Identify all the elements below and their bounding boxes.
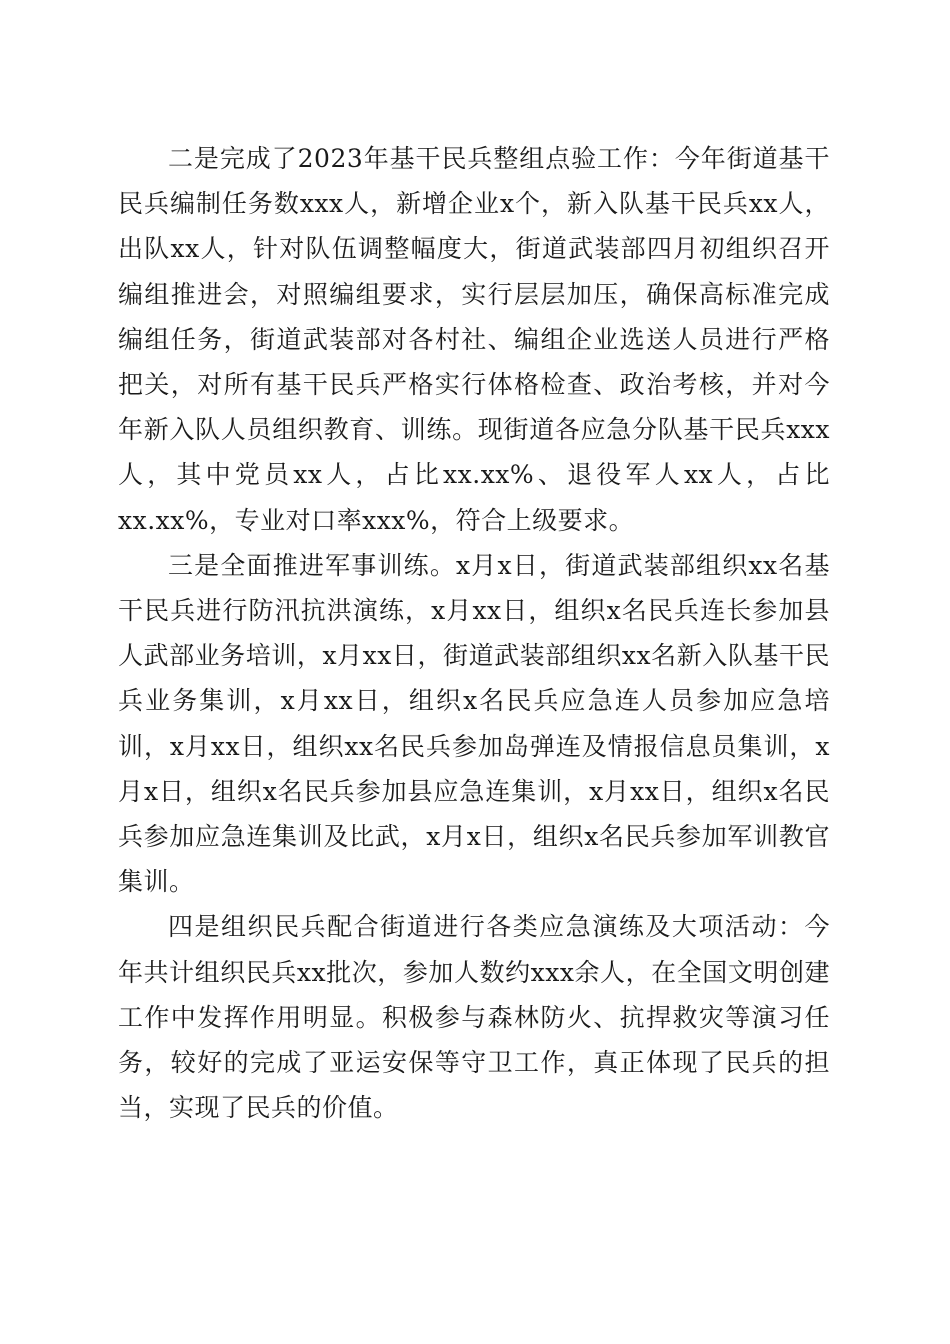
paragraph-emergency-drills: 四是组织民兵配合街道进行各类应急演练及大项活动：今年共计组织民兵xx批次，参加人数约xxx余人，在全国文明创建工作中发挥作用明显。积极参与森林防火、抗捍救灾等演习任务，较好的完成了亚运安保等守卫工作，真正体现了民兵的担当，实现了民兵的价值。	[118, 912, 830, 1123]
document-body	[118, 136, 830, 1130]
paragraph-militia-reorganization: 二是完成了2023年基干民兵整组点验工作：今年街道基干民兵编制任务数xxx人，新增企业x个，新入队基干民兵xx人，出队xx人，针对队伍调整幅度大，街道武装部四月初组织召开编组推进会，对照编组要求，实行层层加压，确保高标准完成编组任务，街道武装部对各村社、编组企业选送人员进行严格把关，对所有基干民兵严格实行体格检查、政治考核，并对今年新入队人员组织教育、训练。现街道各应急分队基干民兵xxx人，其中党员xx人，占比xx.xx%、退役军人xx人，占比xx.xx%，专业对口率xxx%，符合上级要求。	[118, 144, 830, 535]
paragraph-military-training: 三是全面推进军事训练。x月x日，街道武装部组织xx名基干民兵进行防汛抗洪演练，x月xx日，组织x名民兵连长参加县人武部业务培训，x月xx日，街道武装部组织xx名新入队基干民兵业务集训，x月xx日，组织x名民兵应急连人员参加应急培训，x月xx日，组织xx名民兵参加岛弹连及情报信息员集训，x月x日，组织x名民兵参加县应急连集训，x月xx日，组织x名民兵参加应急连集训及比武，x月x日，组织x名民兵参加军训教官集训。	[118, 550, 830, 897]
